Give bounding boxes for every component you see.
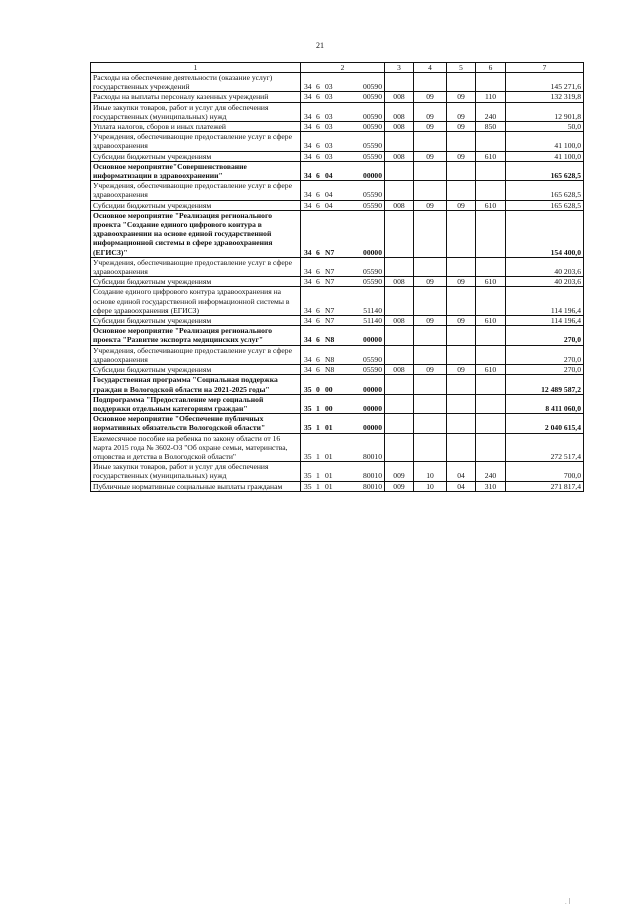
row-amount: 12 489 587,2: [506, 375, 584, 394]
code-activity: 03: [325, 141, 333, 151]
row-col-3: [385, 345, 414, 364]
code-program: 34: [304, 151, 312, 161]
row-col-4: [414, 210, 447, 257]
row-col-3: [385, 210, 414, 257]
row-description: Основное мероприятие "Реализация регионального проекта "Развитие экспорта медицинских услуг": [91, 326, 301, 345]
header-col-7: 7: [506, 63, 584, 73]
table-row: [91, 414, 584, 433]
code-activity: 01: [325, 481, 333, 491]
code-direction: 00000: [363, 423, 382, 433]
code-activity: 03: [325, 111, 333, 121]
row-program-code: [301, 181, 385, 200]
table-body: [91, 73, 584, 492]
row-col-5: [447, 433, 476, 462]
code-direction: 05590: [363, 200, 382, 210]
row-col-6: 610: [476, 151, 506, 161]
code-program: 35: [304, 451, 312, 461]
code-subprogram: 6: [316, 141, 320, 151]
code-activity: N7: [325, 267, 335, 277]
row-col-5: [447, 161, 476, 180]
table-row: [91, 210, 584, 257]
row-col-3: 009: [385, 481, 414, 491]
row-col-3: [385, 132, 414, 151]
row-program-code: [301, 132, 385, 151]
row-program-code: [301, 375, 385, 394]
row-amount: 270,0: [506, 365, 584, 375]
code-program: 35: [304, 403, 312, 413]
code-subprogram: 6: [316, 82, 320, 92]
row-col-6: [476, 433, 506, 462]
row-col-6: 850: [476, 122, 506, 132]
row-col-4: [414, 326, 447, 345]
code-direction: 51140: [363, 316, 382, 326]
row-col-3: 008: [385, 92, 414, 102]
code-activity: N7: [325, 305, 335, 315]
code-direction: 80010: [363, 471, 382, 481]
code-subprogram: 6: [316, 365, 320, 375]
code-direction: 05590: [363, 354, 382, 364]
row-col-3: 008: [385, 365, 414, 375]
code-program: 34: [304, 277, 312, 287]
row-col-6: 610: [476, 316, 506, 326]
row-col-6: [476, 375, 506, 394]
row-col-5: [447, 287, 476, 316]
code-direction: 00590: [363, 82, 382, 92]
table-header-row: [91, 63, 584, 73]
row-col-3: 008: [385, 277, 414, 287]
row-amount: 145 271,6: [506, 73, 584, 92]
row-description: Ежемесячное пособие на ребенка по закону области от 16 марта 2015 года № 3602-ОЗ "Об охране семьи, материнства, отцовства и детства в Вологодской области": [91, 433, 301, 462]
header-col-5: 5: [447, 63, 476, 73]
row-amount: 40 203,6: [506, 257, 584, 276]
code-program: 34: [304, 92, 312, 102]
row-col-4: [414, 161, 447, 180]
row-col-6: [476, 181, 506, 200]
row-program-code: [301, 481, 385, 491]
table-row: [91, 102, 584, 121]
code-activity: 03: [325, 92, 333, 102]
row-col-5: [447, 326, 476, 345]
table-row: [91, 151, 584, 161]
row-col-3: 008: [385, 102, 414, 121]
row-col-3: 009: [385, 462, 414, 481]
row-program-code: [301, 161, 385, 180]
table-row: [91, 345, 584, 364]
table-row: [91, 161, 584, 180]
header-col-6: 6: [476, 63, 506, 73]
code-program: 34: [304, 82, 312, 92]
header-col-4: 4: [414, 63, 447, 73]
row-col-6: 240: [476, 102, 506, 121]
code-subprogram: 1: [316, 471, 320, 481]
code-direction: 00000: [363, 335, 382, 345]
table-row: [91, 181, 584, 200]
row-col-3: [385, 326, 414, 345]
row-program-code: [301, 345, 385, 364]
row-col-4: 09: [414, 102, 447, 121]
row-col-4: 09: [414, 92, 447, 102]
row-col-6: 240: [476, 462, 506, 481]
code-program: 34: [304, 247, 312, 257]
row-amount: 270,0: [506, 345, 584, 364]
code-subprogram: 1: [316, 481, 320, 491]
code-program: 34: [304, 365, 312, 375]
row-col-6: 610: [476, 200, 506, 210]
row-amount: 270,0: [506, 326, 584, 345]
row-amount: 271 817,4: [506, 481, 584, 491]
row-col-3: 008: [385, 200, 414, 210]
row-description: Учреждения, обеспечивающие предоставление услуг в сфере здравоохранения: [91, 345, 301, 364]
table-row: [91, 257, 584, 276]
code-direction: 00000: [363, 403, 382, 413]
row-col-3: [385, 257, 414, 276]
row-col-6: [476, 210, 506, 257]
table-row: [91, 462, 584, 481]
row-description: Уплата налогов, сборов и иных платежей: [91, 122, 301, 132]
code-activity: N7: [325, 247, 335, 257]
row-col-4: [414, 375, 447, 394]
row-col-3: 008: [385, 316, 414, 326]
row-col-5: [447, 132, 476, 151]
row-col-3: 008: [385, 122, 414, 132]
code-direction: 51140: [363, 305, 382, 315]
scan-mark: ˎ ׀: [565, 900, 571, 905]
row-description: Учреждения, обеспечивающие предоставление услуг в сфере здравоохранения: [91, 181, 301, 200]
row-col-4: 09: [414, 151, 447, 161]
budget-table: [90, 62, 584, 492]
row-col-3: [385, 287, 414, 316]
row-col-4: [414, 433, 447, 462]
row-col-6: [476, 132, 506, 151]
row-description: Публичные нормативные социальные выплаты гражданам: [91, 481, 301, 491]
table-row: [91, 92, 584, 102]
code-program: 34: [304, 141, 312, 151]
row-description: Иные закупки товаров, работ и услуг для обеспечения государственных (муниципальных) нужд: [91, 102, 301, 121]
code-subprogram: 6: [316, 171, 320, 181]
row-col-6: [476, 394, 506, 413]
row-description: Создание единого цифрового контура здравоохранения на основе единой государственной информационной системы в сфере здравоохранения (ЕГИСЗ): [91, 287, 301, 316]
row-description: Субсидии бюджетным учреждениям: [91, 365, 301, 375]
row-col-6: 610: [476, 365, 506, 375]
code-program: 34: [304, 305, 312, 315]
code-subprogram: 6: [316, 111, 320, 121]
code-direction: 80010: [363, 451, 382, 461]
code-activity: 01: [325, 471, 333, 481]
code-program: 34: [304, 335, 312, 345]
row-col-5: [447, 210, 476, 257]
code-activity: 04: [325, 171, 333, 181]
row-program-code: [301, 394, 385, 413]
code-direction: 00000: [363, 384, 382, 394]
row-col-4: [414, 345, 447, 364]
row-description: Основное мероприятие "Реализация регионального проекта "Создание единого цифрового контура в здравоохранении на основе единой государственной информационной системы в сфере здравоохранения (ЕГИСЗ)": [91, 210, 301, 257]
code-subprogram: 6: [316, 316, 320, 326]
row-col-4: [414, 394, 447, 413]
code-direction: 05590: [363, 141, 382, 151]
row-description: Расходы на обеспечение деятельности (оказание услуг) государственных учреждений: [91, 73, 301, 92]
row-col-6: 310: [476, 481, 506, 491]
row-col-6: [476, 326, 506, 345]
code-program: 35: [304, 423, 312, 433]
row-col-5: [447, 73, 476, 92]
row-col-3: [385, 73, 414, 92]
row-col-3: [385, 181, 414, 200]
row-amount: 41 100,0: [506, 151, 584, 161]
row-program-code: [301, 122, 385, 132]
row-col-5: 04: [447, 462, 476, 481]
row-description: Государственная программа "Социальная поддержка граждан в Вологодской области на 2021-2025 годы": [91, 375, 301, 394]
code-subprogram: 1: [316, 403, 320, 413]
row-col-5: 04: [447, 481, 476, 491]
row-program-code: [301, 210, 385, 257]
row-program-code: [301, 102, 385, 121]
code-program: 34: [304, 111, 312, 121]
row-col-6: [476, 161, 506, 180]
row-description: Основное мероприятие"Совершенствование информатизации в здравоохранении": [91, 161, 301, 180]
code-subprogram: 6: [316, 92, 320, 102]
row-col-4: 09: [414, 122, 447, 132]
row-program-code: [301, 92, 385, 102]
code-direction: 00000: [363, 171, 382, 181]
code-subprogram: 0: [316, 384, 320, 394]
row-amount: 8 411 060,0: [506, 394, 584, 413]
row-description: Иные закупки товаров, работ и услуг для обеспечения государственных (муниципальных) нужд: [91, 462, 301, 481]
row-col-5: [447, 394, 476, 413]
table-row: [91, 73, 584, 92]
code-activity: 03: [325, 82, 333, 92]
row-program-code: [301, 326, 385, 345]
code-program: 34: [304, 122, 312, 132]
code-activity: N7: [325, 277, 335, 287]
row-col-4: [414, 287, 447, 316]
code-direction: 00590: [363, 122, 382, 132]
code-subprogram: 6: [316, 151, 320, 161]
table-row: [91, 326, 584, 345]
table-row: [91, 394, 584, 413]
row-description: Субсидии бюджетным учреждениям: [91, 151, 301, 161]
row-col-5: 09: [447, 277, 476, 287]
code-subprogram: 6: [316, 267, 320, 277]
row-col-6: [476, 345, 506, 364]
code-subprogram: 6: [316, 190, 320, 200]
row-col-3: [385, 414, 414, 433]
code-subprogram: 6: [316, 335, 320, 345]
row-program-code: [301, 151, 385, 161]
row-amount: 114 196,4: [506, 316, 584, 326]
row-program-code: [301, 277, 385, 287]
code-program: 34: [304, 267, 312, 277]
table-row: [91, 200, 584, 210]
row-col-5: 09: [447, 122, 476, 132]
row-col-4: 09: [414, 316, 447, 326]
code-direction: 05590: [363, 365, 382, 375]
row-amount: 50,0: [506, 122, 584, 132]
code-program: 35: [304, 481, 312, 491]
code-activity: 04: [325, 200, 333, 210]
row-description: Подпрограмма "Предоставление мер социальной поддержки отдельным категориям граждан": [91, 394, 301, 413]
row-col-4: [414, 181, 447, 200]
row-col-5: 09: [447, 151, 476, 161]
row-description: Основное мероприятие "Обеспечение публичных нормативных обязательств Вологодской области": [91, 414, 301, 433]
code-direction: 00590: [363, 111, 382, 121]
row-col-4: 09: [414, 365, 447, 375]
row-program-code: [301, 200, 385, 210]
row-col-6: [476, 257, 506, 276]
code-program: 35: [304, 384, 312, 394]
table-row: [91, 365, 584, 375]
code-subprogram: 6: [316, 200, 320, 210]
table-row: [91, 277, 584, 287]
row-program-code: [301, 287, 385, 316]
code-direction: 00000: [363, 247, 382, 257]
row-program-code: [301, 433, 385, 462]
row-col-6: 110: [476, 92, 506, 102]
code-activity: 00: [325, 403, 333, 413]
row-col-4: [414, 132, 447, 151]
row-amount: 132 319,8: [506, 92, 584, 102]
row-program-code: [301, 257, 385, 276]
row-col-5: 09: [447, 102, 476, 121]
row-description: Субсидии бюджетным учреждениям: [91, 277, 301, 287]
code-program: 34: [304, 190, 312, 200]
row-col-6: [476, 73, 506, 92]
row-col-4: [414, 414, 447, 433]
row-col-5: [447, 181, 476, 200]
row-amount: 165 628,5: [506, 161, 584, 180]
table-row: [91, 122, 584, 132]
code-subprogram: 6: [316, 277, 320, 287]
code-direction: 80010: [363, 481, 382, 491]
code-subprogram: 6: [316, 122, 320, 132]
header-col-2: 2: [301, 63, 385, 73]
row-description: Учреждения, обеспечивающие предоставление услуг в сфере здравоохранения: [91, 132, 301, 151]
table-row: [91, 433, 584, 462]
row-col-4: 09: [414, 200, 447, 210]
row-col-3: [385, 375, 414, 394]
code-subprogram: 1: [316, 451, 320, 461]
code-activity: N8: [325, 365, 335, 375]
row-description: Субсидии бюджетным учреждениям: [91, 316, 301, 326]
code-activity: N8: [325, 354, 335, 364]
code-activity: 01: [325, 423, 333, 433]
code-program: 34: [304, 316, 312, 326]
row-col-4: 10: [414, 462, 447, 481]
code-activity: 03: [325, 151, 333, 161]
row-col-4: 10: [414, 481, 447, 491]
code-program: 34: [304, 200, 312, 210]
table-row: [91, 481, 584, 491]
row-col-5: [447, 257, 476, 276]
row-col-6: 610: [476, 277, 506, 287]
row-col-5: 09: [447, 365, 476, 375]
code-subprogram: 6: [316, 354, 320, 364]
row-amount: 165 628,5: [506, 200, 584, 210]
code-activity: 01: [325, 451, 333, 461]
row-col-3: [385, 161, 414, 180]
code-activity: 00: [325, 384, 333, 394]
row-program-code: [301, 462, 385, 481]
code-activity: 03: [325, 122, 333, 132]
row-col-5: [447, 414, 476, 433]
code-program: 35: [304, 471, 312, 481]
header-col-1: 1: [91, 63, 301, 73]
code-direction: 05590: [363, 190, 382, 200]
row-col-4: [414, 73, 447, 92]
row-col-5: 09: [447, 92, 476, 102]
row-col-6: [476, 414, 506, 433]
code-activity: N8: [325, 335, 335, 345]
row-program-code: [301, 365, 385, 375]
table-row: [91, 287, 584, 316]
row-amount: 114 196,4: [506, 287, 584, 316]
row-col-4: 09: [414, 277, 447, 287]
code-program: 34: [304, 354, 312, 364]
code-direction: 05590: [363, 267, 382, 277]
code-activity: 04: [325, 190, 333, 200]
table-row: [91, 316, 584, 326]
row-program-code: [301, 73, 385, 92]
row-program-code: [301, 316, 385, 326]
row-amount: 700,0: [506, 462, 584, 481]
row-amount: 154 400,0: [506, 210, 584, 257]
row-amount: 165 628,5: [506, 181, 584, 200]
row-amount: 272 517,4: [506, 433, 584, 462]
row-description: Субсидии бюджетным учреждениям: [91, 200, 301, 210]
row-col-6: [476, 287, 506, 316]
header-col-3: 3: [385, 63, 414, 73]
code-subprogram: 6: [316, 305, 320, 315]
code-subprogram: 1: [316, 423, 320, 433]
row-description: Учреждения, обеспечивающие предоставление услуг в сфере здравоохранения: [91, 257, 301, 276]
row-amount: 40 203,6: [506, 277, 584, 287]
row-col-3: [385, 394, 414, 413]
row-col-5: 09: [447, 200, 476, 210]
table-row: [91, 375, 584, 394]
row-description: Расходы на выплаты персоналу казенных учреждений: [91, 92, 301, 102]
row-col-5: [447, 345, 476, 364]
row-amount: 41 100,0: [506, 132, 584, 151]
code-activity: N7: [325, 316, 335, 326]
row-col-4: [414, 257, 447, 276]
page-number: 21: [316, 41, 324, 50]
row-col-5: [447, 375, 476, 394]
code-direction: 05590: [363, 151, 382, 161]
row-col-3: [385, 433, 414, 462]
row-col-3: 008: [385, 151, 414, 161]
code-program: 34: [304, 171, 312, 181]
row-col-5: 09: [447, 316, 476, 326]
row-program-code: [301, 414, 385, 433]
row-amount: 12 901,8: [506, 102, 584, 121]
code-subprogram: 6: [316, 247, 320, 257]
code-direction: 00590: [363, 92, 382, 102]
table-row: [91, 132, 584, 151]
code-direction: 05590: [363, 277, 382, 287]
row-amount: 2 040 615,4: [506, 414, 584, 433]
